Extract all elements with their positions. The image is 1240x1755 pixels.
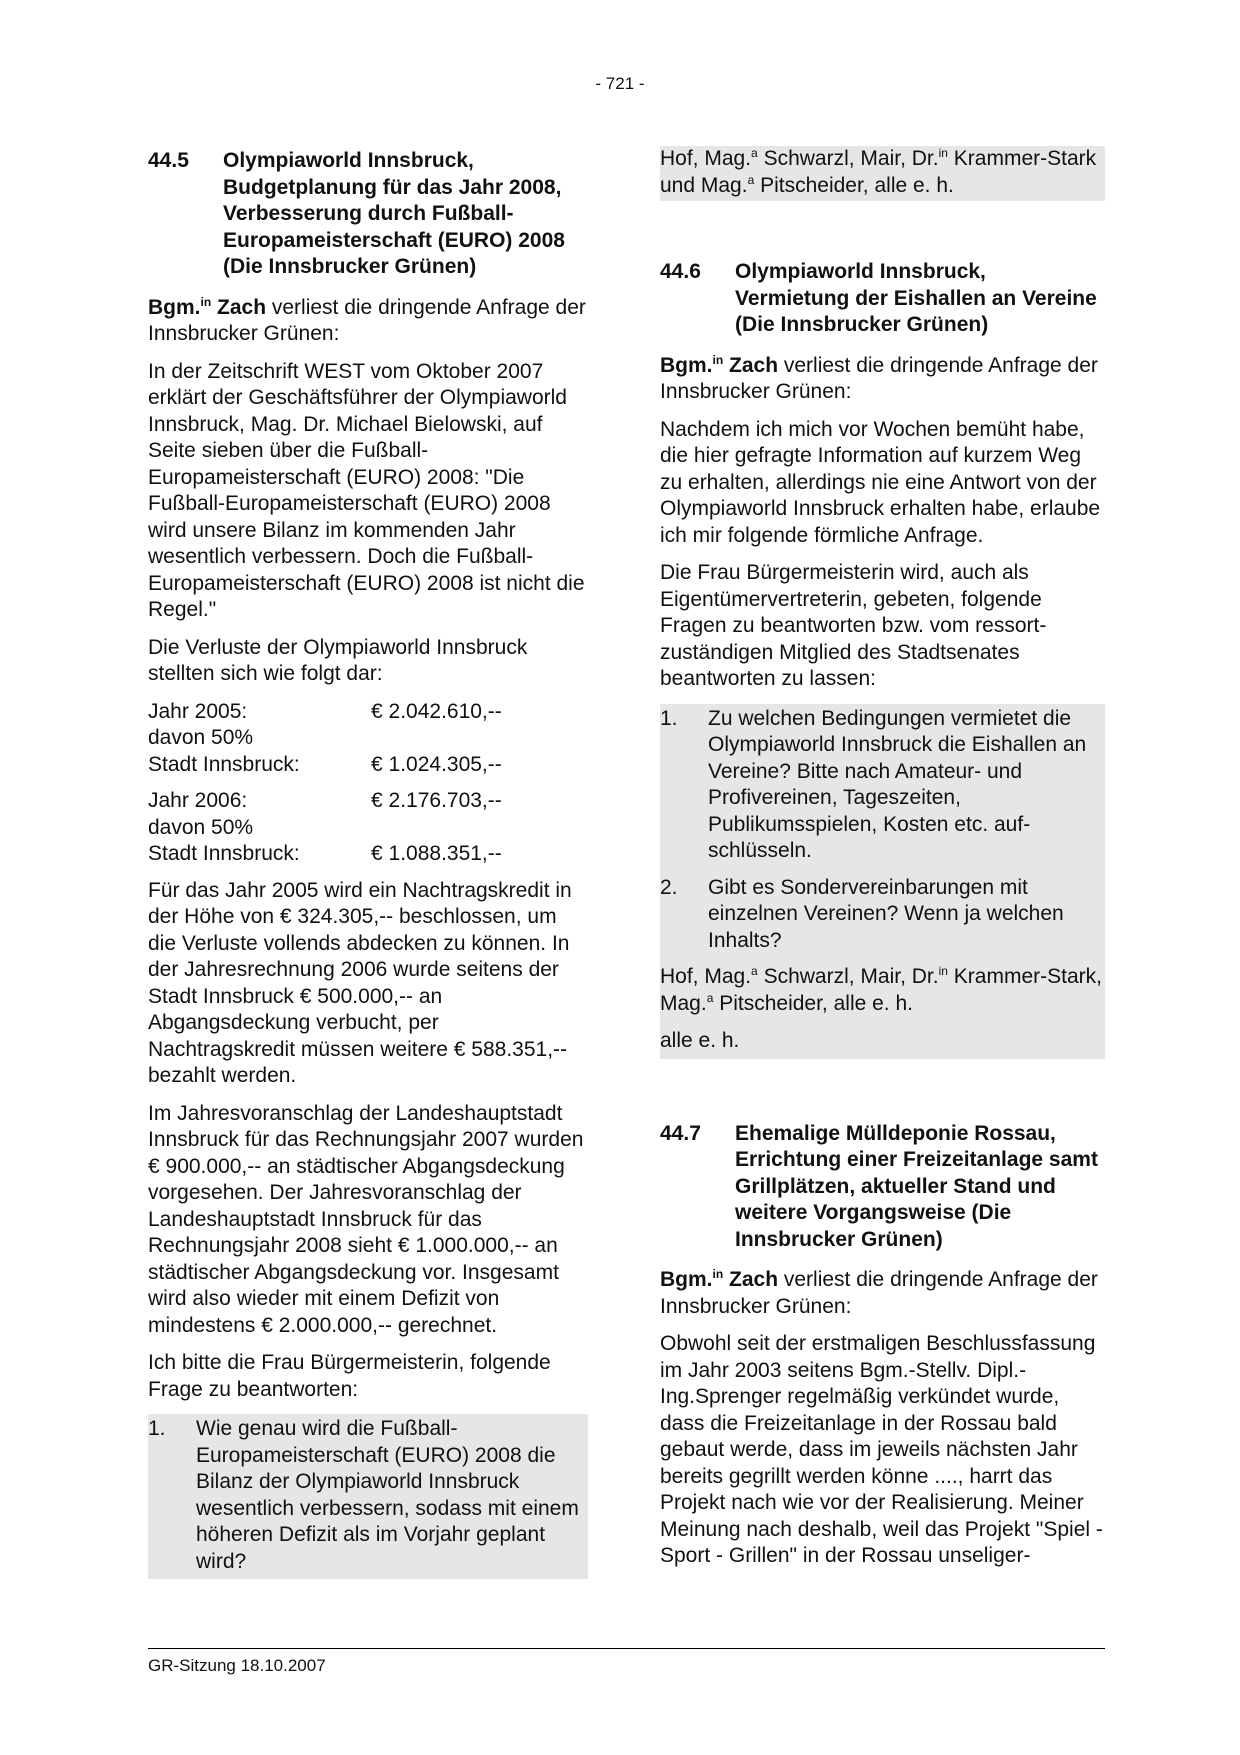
loss-table-2005: Jahr 2005: € 2.042.610,-- davon 50% Stadt Innsbruck: € 1.024.305,-- <box>148 699 502 776</box>
intro-paragraph: Bgm.$^{in}$ Zach verliest die dringende Anfrage der Innsbrucker Grünen: <box>660 1267 1098 1318</box>
heading-44-5 <box>148 148 588 281</box>
list-item: 1. Wie genau wird die Fußball-Europameisterschaft (EURO) 2008 die Bilanz der Olympiaworld Innsbruck wesentlich verbessern, sodass mit einem höheren Defizit als im Vorjahr geplant wird? <box>148 1417 579 1573</box>
heading-44-7 <box>660 1121 1105 1254</box>
paragraph: Im Jahresvoranschlag der Landeshauptstadt Innsbruck für das Rechnungsjahr 2007 wurden € 900.000,-- an städtischer Abgangsdeckung vorgesehen. Der Jahresvoranschlag der Landeshauptstadt Innsbruck für das Rechnungsjahr 2008 sieht € 1.000.000,-- an städtischer Abgangsdeckung vor. Insgesamt wird also wieder mit einem Defizit von mindestens € 2.000.000,-- gerechnet. <box>148 1101 584 1337</box>
list-item: 2. Gibt es Sondervereinbarungen mit einzelnen Vereinen? Wenn ja welchen Inhalts? <box>660 875 1064 952</box>
paragraph: Für das Jahr 2005 wird ein Nachtragskredit in der Höhe von € 324.305,-- beschlossen, um die Verluste vollends abdecken zu können. In der Jahresrechnung 2006 wurde seitens der Stadt Innsbruck € 500.000,-- an Abgangsdeckung verbucht, per Nachtragskredit müssen weitere € 588.351,-- bezahlt werden. <box>148 878 572 1087</box>
left-column <box>148 148 588 1579</box>
footer-rule <box>148 1648 1105 1649</box>
right-column <box>660 148 1105 1581</box>
paragraph: Nachdem ich mich vor Wochen bemüht habe, die hier gefragte Information auf kurzem Weg zu erhalten, allerdings nie eine Antwort von der Olympiaworld Innsbruck erhalten habe, erlaube ich mir folgende förmliche Anfrage. <box>660 417 1101 547</box>
paragraph: Die Verluste der Olympiaworld Innsbruck stellten sich wie folgt dar: <box>148 635 528 685</box>
signature-extra: alle e. h. <box>660 1029 740 1052</box>
intro-paragraph: Bgm.$^{in}$ Zach verliest die dringende Anfrage der Innsbrucker Grünen: <box>148 294 586 345</box>
heading-number: 44.7 <box>660 1121 701 1145</box>
speaker-title: Bgm.$^{in}$ Zach <box>660 352 779 377</box>
paragraph: In der Zeitschrift WEST vom Oktober 2007 erklärt der Geschäftsführer der Olympiaworld Innsbruck, Mag. Dr. Michael Bielowski, auf Seite sieben über die Fußball-Europameisterschaft (EURO) 2008: "Die Fußball-Europameisterschaft (EURO) 2008 wird unsere Bilanz im kommenden Jahr wesentlich verbessern. Doch die Fußball-Europameisterschaft (EURO) 2008 ist nicht die Regel." <box>148 359 585 621</box>
page-number: - 721 - <box>595 74 645 93</box>
heading-44-6 <box>660 259 1105 339</box>
signature: Hof, Mag.$^a$ Schwarzl, Mair, Dr.$^{in}$ Krammer-Stark, Mag.$^a$ Pitscheider, alle e. h. <box>660 964 1102 1015</box>
speaker-title: Bgm.$^{in}$ Zach <box>148 294 267 319</box>
speaker-title: Bgm.$^{in}$ Zach <box>660 1267 779 1291</box>
paragraph: Obwohl seit der erstmaligen Beschlussfassung im Jahr 2003 seitens Bgm.-Stellv. Dipl.-Ing.Sprenger regelmäßig verkündet wurde, dass die Freizeitanlage in der Rossau bald gebaut werde, dass im jeweils nächsten Jahr bereits gegrillt werden könne ...., harrt das Projekt nach wie vor der Realisierung. Meiner Meinung nach deshalb, weil das Projekt "Spiel - Sport - Grillen" in der Rossau unseliger- <box>660 1332 1103 1567</box>
intro-paragraph: Bgm.$^{in}$ Zach verliest die dringende Anfrage der Innsbrucker Grünen: <box>660 352 1098 403</box>
heading-number: 44.6 <box>660 260 701 283</box>
question-box-44-5 <box>148 1414 588 1579</box>
heading-title: Ehemalige Mülldeponie Rossau, Errichtung einer Freizeitanlage samt Grillplätzen, aktueller Stand und weitere Vorgangsweise (Die Innsbrucker Grünen) <box>735 1121 1098 1251</box>
signature-box-top: Hof, Mag.$^a$ Schwarzl, Mair, Dr.$^{in}$ Krammer-Stark und Mag.$^a$ Pitscheider, alle e. h. <box>660 146 1105 201</box>
loss-table-2006: Jahr 2006: € 2.176.703,-- davon 50% Stadt Innsbruck: € 1.088.351,-- <box>148 789 502 865</box>
heading-title: Olympiaworld Innsbruck, Budgetplanung für das Jahr 2008, Verbesserung durch Fußball-Europameisterschaft (EURO) 2008 (Die Innsbrucker Grünen) <box>223 149 565 278</box>
footer: GR-Sitzung 18.10.2007 <box>148 1656 326 1675</box>
heading-number: 44.5 <box>148 149 189 172</box>
paragraph: Die Frau Bürgermeisterin wird, auch als Eigentümervertreterin, gebeten, folgende Fragen zu beantworten bzw. vom ressortzuständigen Mitglied des Stadtsenates beantworten zu lassen: <box>660 561 1047 690</box>
question-box-44-6 <box>660 704 1105 1059</box>
list-item: 1. Zu welchen Bedingungen vermietet die Olympiaworld Innsbruck die Eishallen an Vereine? Bitte nach Amateur- und Profivereinen, Tageszeiten, Publikumsspielen, Kosten etc. aufschlüsseln. <box>660 706 1087 862</box>
paragraph: Ich bitte die Frau Bürgermeisterin, folgende Frage zu beantworten: <box>148 1351 551 1401</box>
heading-title: Olympiaworld Innsbruck, Vermietung der Eishallen an Vereine (Die Innsbrucker Grünen) <box>735 260 1097 336</box>
